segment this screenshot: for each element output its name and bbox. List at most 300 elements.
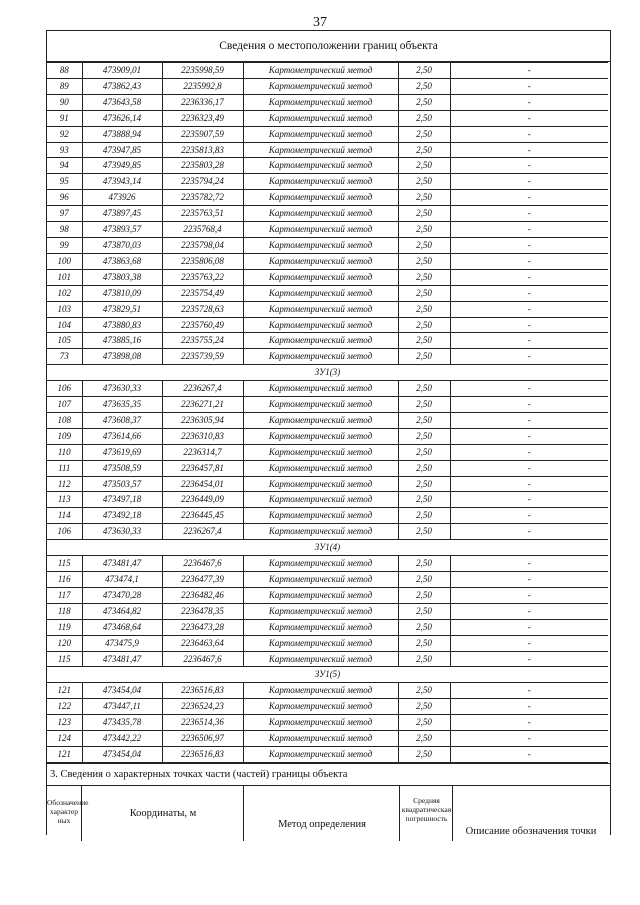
coord-y: 2235992,8 bbox=[162, 78, 243, 94]
method-cell: Картометрический метод bbox=[243, 651, 398, 667]
table-row bbox=[47, 460, 608, 476]
table-row bbox=[47, 110, 608, 126]
point-id: 109 bbox=[47, 428, 82, 444]
table-row bbox=[47, 683, 608, 699]
precision-cell: 2,50 bbox=[398, 572, 450, 588]
method-cell: Картометрический метод bbox=[243, 237, 398, 253]
method-cell: Картометрический метод bbox=[243, 253, 398, 269]
precision-cell: 2,50 bbox=[398, 381, 450, 397]
description-cell: - bbox=[450, 587, 608, 603]
precision-cell: 2,50 bbox=[398, 492, 450, 508]
table-row bbox=[47, 206, 608, 222]
description-cell: - bbox=[450, 397, 608, 413]
point-id: 99 bbox=[47, 237, 82, 253]
coord-y: 2236454,01 bbox=[162, 476, 243, 492]
description-cell: - bbox=[450, 222, 608, 238]
coord-x: 473943,14 bbox=[82, 174, 162, 190]
description-cell: - bbox=[450, 508, 608, 524]
table-row bbox=[47, 222, 608, 238]
description-cell: - bbox=[450, 412, 608, 428]
description-cell: - bbox=[450, 174, 608, 190]
points-table-body bbox=[47, 63, 608, 763]
table-row bbox=[47, 508, 608, 524]
table-row bbox=[47, 397, 608, 413]
point-id: 110 bbox=[47, 444, 82, 460]
coord-x: 473470,28 bbox=[82, 587, 162, 603]
table-row bbox=[47, 126, 608, 142]
group-title: ЗУ1(3) bbox=[47, 365, 608, 381]
precision-cell: 2,50 bbox=[398, 603, 450, 619]
point-id: 90 bbox=[47, 94, 82, 110]
coord-x: 473829,51 bbox=[82, 301, 162, 317]
method-cell: Картометрический метод bbox=[243, 556, 398, 572]
method-cell: Картометрический метод bbox=[243, 524, 398, 540]
method-cell: Картометрический метод bbox=[243, 190, 398, 206]
precision-cell: 2,50 bbox=[398, 428, 450, 444]
point-id: 89 bbox=[47, 78, 82, 94]
point-id: 98 bbox=[47, 222, 82, 238]
coord-x: 473630,33 bbox=[82, 524, 162, 540]
description-cell: - bbox=[450, 381, 608, 397]
coord-x: 473897,45 bbox=[82, 206, 162, 222]
table-row bbox=[47, 746, 608, 762]
description-cell: - bbox=[450, 683, 608, 699]
coord-y: 2235813,83 bbox=[162, 142, 243, 158]
description-cell: - bbox=[450, 619, 608, 635]
description-cell: - bbox=[450, 253, 608, 269]
col-coords-header: Координаты, м bbox=[83, 786, 244, 841]
description-cell: - bbox=[450, 158, 608, 174]
coord-y: 2235760,49 bbox=[162, 317, 243, 333]
coord-y: 2235806,08 bbox=[162, 253, 243, 269]
col-description-header: Описание обозначения точки bbox=[465, 825, 597, 837]
col-precision-header: Средняя квадратическая погрешность bbox=[401, 786, 453, 841]
precision-cell: 2,50 bbox=[398, 397, 450, 413]
col-designation-header: Обозначение характер ных bbox=[47, 786, 82, 841]
precision-cell: 2,50 bbox=[398, 699, 450, 715]
description-cell: - bbox=[450, 460, 608, 476]
coord-y: 2236336,17 bbox=[162, 94, 243, 110]
precision-cell: 2,50 bbox=[398, 587, 450, 603]
table-row bbox=[47, 190, 608, 206]
precision-cell: 2,50 bbox=[398, 317, 450, 333]
precision-cell: 2,50 bbox=[398, 508, 450, 524]
precision-cell: 2,50 bbox=[398, 206, 450, 222]
precision-cell: 2,50 bbox=[398, 126, 450, 142]
coord-y: 2235794,24 bbox=[162, 174, 243, 190]
method-cell: Картометрический метод bbox=[243, 301, 398, 317]
precision-cell: 2,50 bbox=[398, 651, 450, 667]
coord-y: 2236314,7 bbox=[162, 444, 243, 460]
coord-y: 2236457,81 bbox=[162, 460, 243, 476]
point-id: 117 bbox=[47, 587, 82, 603]
description-cell: - bbox=[450, 190, 608, 206]
point-id: 118 bbox=[47, 603, 82, 619]
point-id: 104 bbox=[47, 317, 82, 333]
coord-x: 473862,43 bbox=[82, 78, 162, 94]
precision-cell: 2,50 bbox=[398, 412, 450, 428]
point-id: 114 bbox=[47, 508, 82, 524]
point-id: 88 bbox=[47, 63, 82, 79]
description-cell: - bbox=[450, 556, 608, 572]
description-cell: - bbox=[450, 269, 608, 285]
description-cell: - bbox=[450, 651, 608, 667]
coord-y: 2236467,6 bbox=[162, 556, 243, 572]
group-title-row bbox=[47, 667, 608, 683]
coord-x: 473947,85 bbox=[82, 142, 162, 158]
coord-x: 473508,59 bbox=[82, 460, 162, 476]
method-cell: Картометрический метод bbox=[243, 142, 398, 158]
description-cell: - bbox=[450, 699, 608, 715]
description-cell: - bbox=[450, 110, 608, 126]
table-row bbox=[47, 142, 608, 158]
method-cell: Картометрический метод bbox=[243, 715, 398, 731]
description-cell: - bbox=[450, 476, 608, 492]
coord-x: 473635,35 bbox=[82, 397, 162, 413]
coord-y: 2235998,59 bbox=[162, 63, 243, 79]
coord-x: 473454,04 bbox=[82, 683, 162, 699]
description-cell: - bbox=[450, 94, 608, 110]
description-cell: - bbox=[450, 731, 608, 747]
description-cell: - bbox=[450, 603, 608, 619]
coord-x: 473880,83 bbox=[82, 317, 162, 333]
description-cell: - bbox=[450, 301, 608, 317]
precision-cell: 2,50 bbox=[398, 78, 450, 94]
precision-cell: 2,50 bbox=[398, 94, 450, 110]
table-row bbox=[47, 253, 608, 269]
table-row bbox=[47, 317, 608, 333]
precision-cell: 2,50 bbox=[398, 460, 450, 476]
description-cell: - bbox=[450, 142, 608, 158]
description-cell: - bbox=[450, 428, 608, 444]
description-cell: - bbox=[450, 285, 608, 301]
method-cell: Картометрический метод bbox=[243, 285, 398, 301]
point-id: 115 bbox=[47, 651, 82, 667]
coord-y: 2236323,49 bbox=[162, 110, 243, 126]
page-number: 37 bbox=[313, 15, 327, 30]
method-cell: Картометрический метод bbox=[243, 492, 398, 508]
coord-y: 2235798,04 bbox=[162, 237, 243, 253]
coord-x: 473810,09 bbox=[82, 285, 162, 301]
method-cell: Картометрический метод bbox=[243, 381, 398, 397]
precision-cell: 2,50 bbox=[398, 349, 450, 365]
point-id: 107 bbox=[47, 397, 82, 413]
coord-x: 473442,22 bbox=[82, 731, 162, 747]
table-row bbox=[47, 381, 608, 397]
precision-cell: 2,50 bbox=[398, 301, 450, 317]
method-cell: Картометрический метод bbox=[243, 174, 398, 190]
boundary-sheet bbox=[46, 30, 611, 835]
coord-y: 2235739,59 bbox=[162, 349, 243, 365]
method-cell: Картометрический метод bbox=[243, 731, 398, 747]
precision-cell: 2,50 bbox=[398, 333, 450, 349]
point-id: 94 bbox=[47, 158, 82, 174]
method-cell: Картометрический метод bbox=[243, 444, 398, 460]
coord-y: 2235755,24 bbox=[162, 333, 243, 349]
coord-y: 2236271,21 bbox=[162, 397, 243, 413]
table-row bbox=[47, 731, 608, 747]
point-id: 93 bbox=[47, 142, 82, 158]
method-cell: Картометрический метод bbox=[243, 206, 398, 222]
method-cell: Картометрический метод bbox=[243, 269, 398, 285]
table-row bbox=[47, 285, 608, 301]
coord-y: 2236473,28 bbox=[162, 619, 243, 635]
table-row bbox=[47, 699, 608, 715]
point-id: 106 bbox=[47, 381, 82, 397]
coord-y: 2236267,4 bbox=[162, 381, 243, 397]
point-id: 103 bbox=[47, 301, 82, 317]
precision-cell: 2,50 bbox=[398, 174, 450, 190]
point-id: 91 bbox=[47, 110, 82, 126]
coord-y: 2236305,94 bbox=[162, 412, 243, 428]
method-cell: Картометрический метод bbox=[243, 317, 398, 333]
method-cell: Картометрический метод bbox=[243, 333, 398, 349]
description-cell: - bbox=[450, 333, 608, 349]
precision-cell: 2,50 bbox=[398, 237, 450, 253]
table-row bbox=[47, 587, 608, 603]
precision-cell: 2,50 bbox=[398, 63, 450, 79]
method-cell: Картометрический метод bbox=[243, 476, 398, 492]
table-row bbox=[47, 572, 608, 588]
precision-cell: 2,50 bbox=[398, 731, 450, 747]
method-cell: Картометрический метод bbox=[243, 78, 398, 94]
method-cell: Картометрический метод bbox=[243, 94, 398, 110]
precision-cell: 2,50 bbox=[398, 715, 450, 731]
table-row bbox=[47, 524, 608, 540]
coord-y: 2236514,36 bbox=[162, 715, 243, 731]
coord-x: 473803,38 bbox=[82, 269, 162, 285]
coord-x: 473893,57 bbox=[82, 222, 162, 238]
method-cell: Картометрический метод bbox=[243, 460, 398, 476]
method-cell: Картометрический метод bbox=[243, 110, 398, 126]
point-id: 121 bbox=[47, 746, 82, 762]
coord-x: 473481,47 bbox=[82, 651, 162, 667]
description-cell: - bbox=[450, 349, 608, 365]
coord-y: 2236463,64 bbox=[162, 635, 243, 651]
point-id: 105 bbox=[47, 333, 82, 349]
table-row bbox=[47, 428, 608, 444]
point-id: 106 bbox=[47, 524, 82, 540]
coord-x: 473863,68 bbox=[82, 253, 162, 269]
table-row bbox=[47, 158, 608, 174]
table-row bbox=[47, 301, 608, 317]
point-id: 97 bbox=[47, 206, 82, 222]
method-cell: Картометрический метод bbox=[243, 699, 398, 715]
method-cell: Картометрический метод bbox=[243, 158, 398, 174]
description-cell: - bbox=[450, 524, 608, 540]
coord-y: 2236478,35 bbox=[162, 603, 243, 619]
table-row bbox=[47, 603, 608, 619]
point-id: 124 bbox=[47, 731, 82, 747]
precision-cell: 2,50 bbox=[398, 190, 450, 206]
coord-y: 2236445,45 bbox=[162, 508, 243, 524]
method-cell: Картометрический метод bbox=[243, 397, 398, 413]
method-cell: Картометрический метод bbox=[243, 572, 398, 588]
method-cell: Картометрический метод bbox=[243, 349, 398, 365]
coord-x: 473870,03 bbox=[82, 237, 162, 253]
precision-cell: 2,50 bbox=[398, 285, 450, 301]
table-row bbox=[47, 94, 608, 110]
point-id: 113 bbox=[47, 492, 82, 508]
point-id: 112 bbox=[47, 476, 82, 492]
method-cell: Картометрический метод bbox=[243, 635, 398, 651]
table-row bbox=[47, 619, 608, 635]
coord-x: 473492,18 bbox=[82, 508, 162, 524]
coord-x: 473435,78 bbox=[82, 715, 162, 731]
coord-x: 473614,66 bbox=[82, 428, 162, 444]
point-id: 120 bbox=[47, 635, 82, 651]
coord-x: 473447,11 bbox=[82, 699, 162, 715]
table-row bbox=[47, 63, 608, 79]
precision-cell: 2,50 bbox=[398, 746, 450, 762]
table-row bbox=[47, 556, 608, 572]
method-cell: Картометрический метод bbox=[243, 428, 398, 444]
table-row bbox=[47, 492, 608, 508]
section-heading: Сведения о местоположении границ объекта bbox=[47, 31, 610, 62]
precision-cell: 2,50 bbox=[398, 683, 450, 699]
coord-y: 2236449,09 bbox=[162, 492, 243, 508]
coord-x: 473888,94 bbox=[82, 126, 162, 142]
description-cell: - bbox=[450, 746, 608, 762]
description-cell: - bbox=[450, 572, 608, 588]
coord-y: 2236516,83 bbox=[162, 683, 243, 699]
description-cell: - bbox=[450, 492, 608, 508]
description-cell: - bbox=[450, 715, 608, 731]
coord-x: 473468,64 bbox=[82, 619, 162, 635]
point-id: 73 bbox=[47, 349, 82, 365]
point-id: 111 bbox=[47, 460, 82, 476]
table-row bbox=[47, 174, 608, 190]
point-id: 119 bbox=[47, 619, 82, 635]
coord-y: 2236477,39 bbox=[162, 572, 243, 588]
coord-x: 473630,33 bbox=[82, 381, 162, 397]
coord-y: 2235728,63 bbox=[162, 301, 243, 317]
point-id: 123 bbox=[47, 715, 82, 731]
method-cell: Картометрический метод bbox=[243, 126, 398, 142]
point-id: 121 bbox=[47, 683, 82, 699]
description-cell: - bbox=[450, 444, 608, 460]
coord-x: 473608,37 bbox=[82, 412, 162, 428]
coord-x: 473949,85 bbox=[82, 158, 162, 174]
coord-y: 2235907,59 bbox=[162, 126, 243, 142]
coord-y: 2236516,83 bbox=[162, 746, 243, 762]
coord-y: 2236267,4 bbox=[162, 524, 243, 540]
method-cell: Картометрический метод bbox=[243, 683, 398, 699]
method-cell: Картометрический метод bbox=[243, 412, 398, 428]
method-cell: Картометрический метод bbox=[243, 587, 398, 603]
points-table bbox=[47, 62, 608, 763]
point-id: 108 bbox=[47, 412, 82, 428]
precision-cell: 2,50 bbox=[398, 222, 450, 238]
section3-title: 3. Сведения о характерных точках части (частей) границы объекта bbox=[47, 763, 610, 786]
coord-x: 473619,69 bbox=[82, 444, 162, 460]
coord-x: 473475,9 bbox=[82, 635, 162, 651]
coord-y: 2235763,51 bbox=[162, 206, 243, 222]
method-cell: Картометрический метод bbox=[243, 63, 398, 79]
coord-x: 473643,58 bbox=[82, 94, 162, 110]
point-id: 116 bbox=[47, 572, 82, 588]
table-row bbox=[47, 269, 608, 285]
section3-header bbox=[47, 786, 610, 841]
table-row bbox=[47, 635, 608, 651]
coord-x: 473497,18 bbox=[82, 492, 162, 508]
precision-cell: 2,50 bbox=[398, 253, 450, 269]
coord-y: 2236467,6 bbox=[162, 651, 243, 667]
table-row bbox=[47, 715, 608, 731]
method-cell: Картометрический метод bbox=[243, 619, 398, 635]
method-cell: Картометрический метод bbox=[243, 222, 398, 238]
description-cell: - bbox=[450, 78, 608, 94]
table-row bbox=[47, 444, 608, 460]
coord-x: 473885,16 bbox=[82, 333, 162, 349]
table-row bbox=[47, 476, 608, 492]
point-id: 102 bbox=[47, 285, 82, 301]
method-cell: Картометрический метод bbox=[243, 603, 398, 619]
point-id: 92 bbox=[47, 126, 82, 142]
precision-cell: 2,50 bbox=[398, 476, 450, 492]
table-row bbox=[47, 78, 608, 94]
precision-cell: 2,50 bbox=[398, 269, 450, 285]
point-id: 101 bbox=[47, 269, 82, 285]
coord-x: 473909,01 bbox=[82, 63, 162, 79]
coord-x: 473503,57 bbox=[82, 476, 162, 492]
precision-cell: 2,50 bbox=[398, 556, 450, 572]
coord-x: 473474,1 bbox=[82, 572, 162, 588]
table-row bbox=[47, 651, 608, 667]
method-cell: Картометрический метод bbox=[243, 508, 398, 524]
precision-cell: 2,50 bbox=[398, 524, 450, 540]
description-cell: - bbox=[450, 206, 608, 222]
point-id: 96 bbox=[47, 190, 82, 206]
coord-y: 2235754,49 bbox=[162, 285, 243, 301]
table-row bbox=[47, 237, 608, 253]
coord-x: 473464,82 bbox=[82, 603, 162, 619]
description-cell: - bbox=[450, 63, 608, 79]
table-row bbox=[47, 412, 608, 428]
group-title: ЗУ1(5) bbox=[47, 667, 608, 683]
coord-y: 2235782,72 bbox=[162, 190, 243, 206]
group-title-row bbox=[47, 540, 608, 556]
coord-x: 473926 bbox=[82, 190, 162, 206]
coord-y: 2236506,97 bbox=[162, 731, 243, 747]
point-id: 115 bbox=[47, 556, 82, 572]
precision-cell: 2,50 bbox=[398, 110, 450, 126]
coord-x: 473898,08 bbox=[82, 349, 162, 365]
description-cell: - bbox=[450, 635, 608, 651]
coord-x: 473454,04 bbox=[82, 746, 162, 762]
description-cell: - bbox=[450, 317, 608, 333]
coord-y: 2235768,4 bbox=[162, 222, 243, 238]
table-row bbox=[47, 349, 608, 365]
point-id: 95 bbox=[47, 174, 82, 190]
coord-y: 2236482,46 bbox=[162, 587, 243, 603]
col-method-header: Метод определения bbox=[245, 786, 400, 841]
coord-y: 2236524,23 bbox=[162, 699, 243, 715]
group-title-row bbox=[47, 365, 608, 381]
coord-y: 2236310,83 bbox=[162, 428, 243, 444]
group-title: ЗУ1(4) bbox=[47, 540, 608, 556]
precision-cell: 2,50 bbox=[398, 158, 450, 174]
method-cell: Картометрический метод bbox=[243, 746, 398, 762]
coord-y: 2235763,22 bbox=[162, 269, 243, 285]
precision-cell: 2,50 bbox=[398, 619, 450, 635]
precision-cell: 2,50 bbox=[398, 444, 450, 460]
coord-x: 473481,47 bbox=[82, 556, 162, 572]
description-cell: - bbox=[450, 126, 608, 142]
coord-y: 2235803,28 bbox=[162, 158, 243, 174]
description-cell: - bbox=[450, 237, 608, 253]
precision-cell: 2,50 bbox=[398, 635, 450, 651]
